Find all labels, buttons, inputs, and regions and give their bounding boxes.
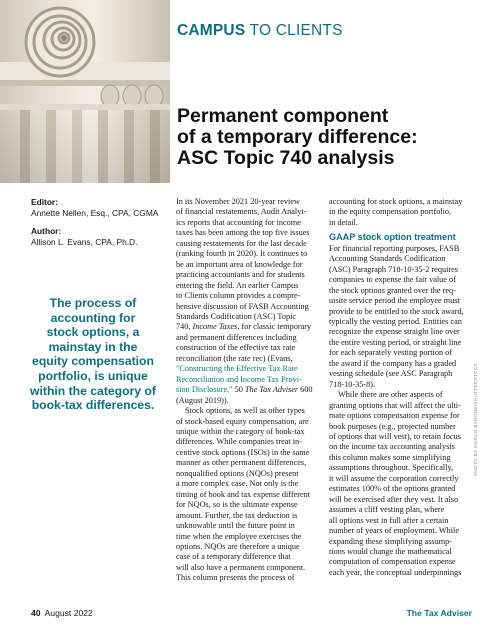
headline-line: Permanent component — [177, 105, 389, 127]
body-line — [329, 568, 473, 578]
body-line — [176, 385, 314, 395]
body-text: all options vest in full after a certain — [329, 515, 449, 525]
body-line — [329, 380, 473, 390]
body-text: This column presents the process of — [176, 573, 295, 583]
body-line — [176, 218, 314, 228]
body-text: the award if the company has a graded — [329, 358, 457, 368]
body-text: of financial restatements, Audit Analyt- — [176, 207, 307, 217]
body-line — [176, 239, 314, 249]
body-line — [176, 469, 314, 479]
body-text: for NQOs, so is the ultimate expense — [176, 500, 298, 510]
italic-text: Income Taxes — [192, 322, 238, 332]
body-column-2 — [329, 197, 473, 578]
body-text: centive stock options (ISOs) in the same — [176, 447, 310, 457]
pull-quote — [24, 296, 162, 413]
pull-quote-line: book-tax differences. — [31, 398, 155, 413]
body-text: , for classic temporary — [237, 322, 312, 332]
body-text: computation of compensation expense — [329, 557, 456, 567]
body-line — [329, 254, 473, 264]
body-line — [329, 422, 473, 432]
pull-quote-line: mainstay in the — [48, 339, 138, 354]
body-line — [329, 401, 473, 411]
body-line — [329, 327, 473, 337]
body-text: typically the vesting period. Entities can — [329, 316, 462, 326]
body-text: will be exercised after they vest. It also — [329, 494, 459, 504]
body-line — [329, 207, 473, 217]
body-text: 718-10-35-8). — [329, 379, 376, 389]
subheading: GAAP stock option treatment — [329, 232, 456, 243]
body-line — [329, 516, 473, 526]
column-capital-photo — [0, 0, 170, 183]
body-text: in the equity compensation portfolio, — [329, 207, 452, 217]
body-line — [329, 557, 473, 567]
body-line — [329, 265, 473, 275]
body-line — [329, 296, 473, 306]
body-text: tions would change the mathematical — [329, 546, 452, 556]
body-text: amount. Further, the tax deduction is — [176, 510, 298, 520]
editor-label: Editor: — [31, 197, 58, 207]
pull-quote-line: within the category of — [30, 383, 156, 398]
body-line — [329, 286, 473, 296]
body-line — [176, 490, 314, 500]
body-line — [329, 453, 473, 463]
pull-quote-line: equity compensation — [32, 354, 154, 369]
pull-quote-line: stock options, a — [46, 325, 140, 340]
body-text: for each separately vesting portion of — [329, 348, 453, 358]
body-text: will also have a permanent component. — [176, 562, 306, 572]
body-text: manner as other permanent differences, — [176, 458, 307, 468]
body-line — [176, 249, 314, 259]
body-text: to Clients column provides a compre- — [176, 291, 301, 301]
body-text: the stock options granted over the req- — [329, 285, 456, 295]
body-text: entering the field. An earlier Campus — [176, 280, 299, 290]
pull-quote-line: accounting for — [50, 310, 136, 325]
citation-link[interactable]: "Constructing the Effective Tax Rate — [176, 364, 298, 374]
body-line — [176, 573, 314, 583]
body-text: causing restatements for the last decade — [176, 238, 307, 248]
body-line — [329, 463, 473, 473]
body-text: and permanent differences including — [176, 332, 297, 342]
body-text: each year, the conceptual underpinnings — [329, 567, 462, 577]
body-text: provide to be entitled to the stock award, — [329, 306, 464, 316]
body-text: uisite service period the employee must — [329, 296, 460, 306]
body-line — [176, 207, 314, 217]
body-line — [176, 532, 314, 542]
body-line — [329, 348, 473, 358]
body-text: be an important area of knowledge for — [176, 259, 303, 269]
body-line — [176, 437, 314, 447]
body-line — [176, 427, 314, 437]
editor-name: Annette Nellen, Esq., CPA, CGMA — [31, 207, 159, 218]
body-text: of stock-based equity compensation, are — [176, 416, 309, 426]
section-header — [177, 22, 343, 40]
body-text: 740, — [176, 322, 193, 332]
body-text: assumes a cliff vesting plan, where — [329, 505, 445, 515]
body-line — [176, 479, 314, 489]
body-text: In its November 2021 20-year review — [176, 197, 300, 206]
body-text: nonqualified options (NQOs) present — [176, 468, 299, 478]
body-text: 600 — [298, 385, 313, 395]
body-text: For financial reporting purposes, FASB — [329, 243, 460, 253]
body-line — [176, 542, 314, 552]
body-line — [176, 291, 314, 301]
body-line — [176, 333, 314, 343]
body-text: number of years of employment. While — [329, 526, 459, 536]
author-name: Allison L. Evans, CPA, Ph.D. — [31, 236, 138, 247]
body-text: granting options that will affect the ulti- — [329, 400, 461, 410]
citation-link[interactable]: sion Disclosure," — [176, 385, 233, 395]
photo-credit: PHOTO BY MARCO BARONE/SHUTTERSTOCK — [473, 363, 478, 476]
body-text: recognize the expense straight line over — [329, 327, 460, 337]
body-line — [176, 343, 314, 353]
body-text: (ASC) Paragraph 718-10-35-2 requires — [329, 264, 458, 274]
body-text: book purposes (e.g., projected number — [329, 421, 456, 431]
body-line — [176, 270, 314, 280]
citation-link[interactable]: Reconciliation and Income Tax Provi- — [176, 374, 302, 384]
body-text: reconciliation (the rate rec) (Evans, — [176, 353, 293, 363]
body-text: ics reports that accounting for income — [176, 217, 301, 227]
article-headline — [177, 106, 467, 169]
body-text: construction of the effective tax rate — [176, 343, 296, 353]
body-line — [329, 359, 473, 369]
body-line — [176, 364, 314, 374]
body-line — [329, 218, 473, 228]
page-footer-left — [31, 608, 93, 618]
body-line — [329, 275, 473, 285]
pull-quote-line: portfolio, is unique — [38, 368, 148, 383]
body-line — [329, 390, 473, 400]
body-line — [176, 281, 314, 291]
body-line — [176, 521, 314, 531]
body-text: practicing accountants and for students — [176, 270, 305, 280]
page-number: 40 — [31, 608, 41, 618]
body-line — [176, 302, 314, 312]
body-text: vesting schedule (see ASC Paragraph — [329, 369, 453, 379]
body-text: time when the employee exercises the — [176, 531, 302, 541]
body-line — [176, 312, 314, 322]
body-line — [176, 563, 314, 573]
publication-name: The Tax Adviser — [406, 608, 472, 618]
italic-text: The Tax Adviser — [244, 385, 299, 395]
body-line — [329, 432, 473, 442]
body-line — [176, 322, 314, 332]
body-line — [176, 228, 314, 238]
section-header-bold: CAMPUS — [177, 22, 246, 39]
body-line — [176, 448, 314, 458]
body-text: accounting for stock options, a mainstay — [329, 197, 463, 206]
body-text: of options that will vest), to retain focus — [329, 431, 461, 441]
body-text: Accounting Standards Codification — [329, 254, 446, 264]
body-text: assumptions throughout. Specifically, — [329, 463, 454, 473]
body-text: taxes has been among the top five issues — [176, 228, 310, 238]
body-text: unknowable until the future point in — [176, 521, 295, 531]
body-line — [176, 260, 314, 270]
body-line — [329, 484, 473, 494]
body-line — [329, 338, 473, 348]
section-header-rest: TO CLIENTS — [245, 22, 343, 39]
body-text: differences. While companies treat in- — [176, 437, 302, 447]
body-line — [329, 307, 473, 317]
body-text: While there are other aspects of — [338, 390, 443, 400]
body-text: case of a temporary difference that — [176, 552, 291, 562]
body-line — [176, 511, 314, 521]
body-text: in detail. — [329, 217, 358, 227]
body-text: hensive discussion of FASB Accounting — [176, 301, 309, 311]
body-line — [329, 537, 473, 547]
body-line — [329, 244, 473, 254]
body-text: estimates 100% of the options granted — [329, 484, 456, 494]
headline-line: ASC Topic 740 analysis — [177, 147, 395, 169]
body-text: it will assume the corporation correctly — [329, 473, 459, 483]
body-line — [176, 406, 314, 416]
pull-quote-line: The process of — [49, 296, 137, 310]
body-line — [329, 505, 473, 515]
body-text: (August 2019)). — [176, 395, 229, 405]
body-column-1 — [176, 197, 314, 584]
body-line — [329, 197, 473, 207]
body-line — [176, 197, 314, 207]
body-text: this column makes some simplifying — [329, 452, 451, 462]
body-line — [329, 495, 473, 505]
body-line — [176, 552, 314, 562]
body-text: 50 — [232, 385, 245, 395]
body-text: on the income tax accounting analysis — [329, 442, 455, 452]
body-line — [176, 396, 314, 406]
body-text: options. NQOs are therefore a unique — [176, 541, 300, 551]
body-line — [329, 526, 473, 536]
body-text: Standards Codification (ASC) Topic — [176, 311, 297, 321]
body-text: mate options compensation expense for — [329, 411, 460, 421]
body-line — [329, 317, 473, 327]
body-text: unique within the category of book-tax — [176, 426, 305, 436]
body-text: Stock options, as well as other types — [185, 406, 305, 416]
body-text: expanding these simplifying assump- — [329, 536, 453, 546]
body-text: (ranking fourth in 2020). It continues to — [176, 249, 308, 259]
body-line — [329, 547, 473, 557]
article-credits — [31, 197, 161, 247]
body-line — [329, 474, 473, 484]
body-line — [329, 411, 473, 421]
headline-line: of a temporary difference: — [177, 126, 418, 148]
body-line — [176, 375, 314, 385]
body-text: companies to expense the fair value of — [329, 275, 456, 285]
body-line — [176, 458, 314, 468]
author-label: Author: — [31, 226, 62, 236]
body-line — [176, 417, 314, 427]
body-line — [176, 354, 314, 364]
body-line — [329, 369, 473, 379]
body-text: timing of book and tax expense different — [176, 489, 311, 499]
body-text: a more complex case. Not only is the — [176, 479, 299, 489]
body-text: the entire vesting period, or straight line — [329, 337, 462, 347]
body-line — [176, 500, 314, 510]
issue-date: August 2022 — [44, 608, 93, 618]
body-line — [329, 442, 473, 452]
